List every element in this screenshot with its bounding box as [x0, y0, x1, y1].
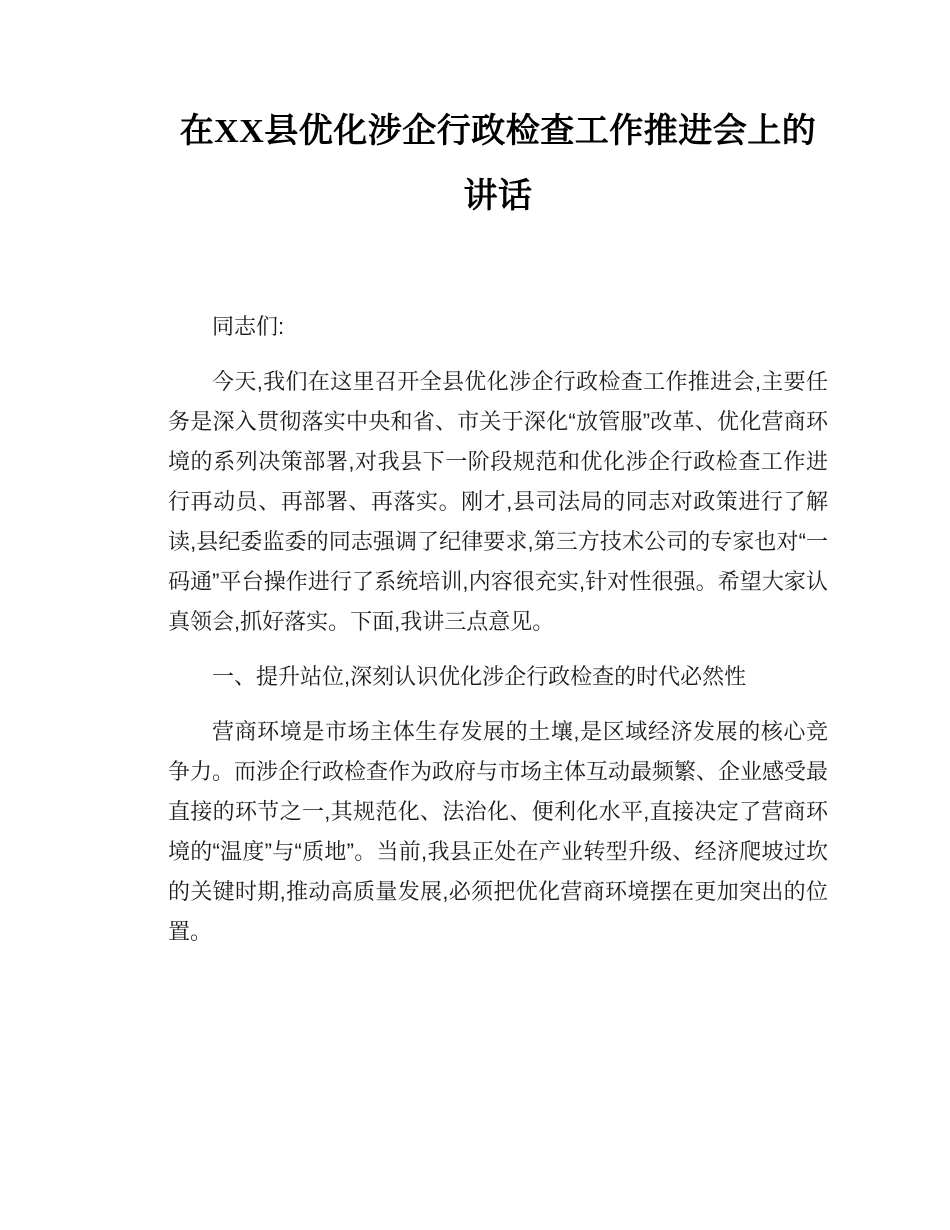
intro-paragraph: 今天,我们在这里召开全县优化涉企行政检查工作推进会,主要任务是深入贯彻落实中央和省、市关于深化“放管服”改革、优化营商环境的系列决策部署,对我县下一阶段规范和优化涉企行政检查工作进行再动员、再部署、再落实。刚才,县司法局的同志对政策进行了解读,县纪委监委的同志强调了纪律要求,第三方技术公司的专家也对“一码通”平台操作进行了系统培训,内容很充实,针对性很强。希望大家认真领会,抓好落实。下面,我讲三点意见。	[168, 369, 828, 635]
body-paragraph-1: 营商环境是市场主体生存发展的土壤,是区域经济发展的核心竞争力。而涉企行政检查作为政府与市场主体互动最频繁、企业感受最直接的环节之一,其规范化、法治化、便利化水平,直接决定了营商环境的“温度”与“质地”。当前,我县正处在产业转型升级、经济爬坡过坎的关键时期,推动高质量发展,必须把优化营商环境摆在更加突出的位置。	[168, 719, 829, 945]
section-heading-1: 一、提升站位,深刻认识优化涉企行政检查的时代必然性	[212, 664, 747, 690]
document-body	[168, 307, 828, 952]
document-title: 在XX县优化涉企行政检查工作推进会上的讲话	[179, 113, 817, 215]
salutation-paragraph: 同志们:	[212, 314, 285, 340]
